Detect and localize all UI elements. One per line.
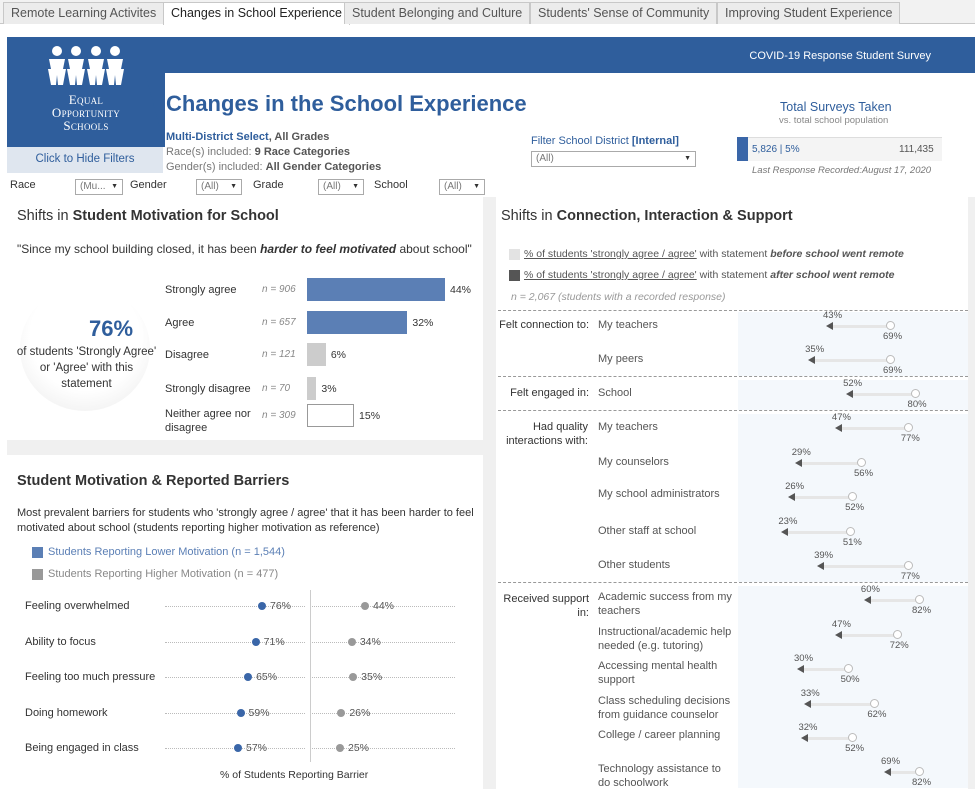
barrier-low-percent: 71% [263, 636, 285, 648]
logo-line-1: Equal [68, 92, 104, 107]
likert-count: n = 121 [262, 349, 296, 360]
connection-title: Shifts in Connection, Interaction & Support [501, 208, 793, 224]
barrier-gridline-low [165, 677, 305, 678]
barrier-low-dot[interactable] [252, 638, 260, 646]
chevron-down-icon: ▼ [111, 183, 118, 190]
tab-sense-of-community[interactable]: Students' Sense of Community [530, 2, 717, 24]
race-filter-label: Race [10, 179, 36, 191]
tab-improving-experience[interactable]: Improving Student Experience [717, 2, 900, 24]
barrier-gridline-high [312, 677, 455, 678]
race-included-value: 9 Race Categories [254, 146, 351, 158]
barrier-gridline-high [312, 713, 455, 714]
school-population-value: 111,435 [899, 144, 934, 155]
after-remote-marker[interactable] [808, 356, 815, 364]
after-remote-marker[interactable] [835, 424, 842, 432]
motivation-title: Shifts in Student Motivation for School [17, 208, 279, 224]
motivation-quote: "Since my school building closed, it has been harder to feel motivated about school" [17, 242, 472, 256]
after-remote-marker[interactable] [817, 562, 824, 570]
likert-count: n = 906 [262, 284, 296, 295]
before-remote-percent: 72% [889, 640, 909, 651]
legend-before-swatch [509, 249, 520, 260]
chevron-down-icon: ▼ [230, 183, 237, 190]
before-remote-percent: 52% [845, 743, 865, 754]
likert-label: Disagree [165, 349, 210, 361]
after-remote-percent: 26% [785, 481, 805, 492]
likert-percent: 6% [330, 349, 346, 361]
district-dropdown[interactable]: (All) ▼ [531, 151, 696, 167]
after-remote-marker[interactable] [846, 390, 853, 398]
connection-item-label: College / career planning [598, 729, 721, 741]
tab-remote-learning[interactable]: Remote Learning Activites [3, 2, 164, 24]
connection-item-label: My peers [598, 353, 644, 365]
chevron-down-icon: ▼ [684, 155, 691, 162]
barrier-label: Ability to focus [25, 636, 96, 648]
after-remote-marker[interactable] [795, 459, 802, 467]
group-separator [498, 310, 968, 311]
barrier-low-percent: 59% [248, 707, 270, 719]
barriers-axis-low [310, 590, 311, 762]
before-remote-percent: 69% [883, 331, 903, 342]
connection-range [853, 393, 915, 396]
barrier-label: Being engaged in class [25, 742, 139, 754]
before-remote-marker[interactable] [844, 664, 853, 673]
barrier-gridline-low [165, 713, 305, 714]
after-remote-marker[interactable] [781, 528, 788, 536]
barrier-high-percent: 35% [361, 671, 383, 683]
barrier-label: Doing homework [25, 707, 108, 719]
after-remote-percent: 32% [798, 722, 818, 733]
likert-count: n = 70 [262, 383, 291, 394]
surveys-taken-value: 5,826 | 5% [752, 144, 800, 155]
connection-range [788, 531, 850, 534]
after-remote-percent: 29% [791, 447, 811, 458]
likert-bar[interactable] [307, 278, 445, 301]
after-remote-marker[interactable] [884, 768, 891, 776]
barrier-high-percent: 44% [373, 600, 395, 612]
before-remote-marker[interactable] [846, 527, 855, 536]
before-remote-marker[interactable] [904, 561, 913, 570]
group-label: Felt engaged in: [510, 387, 589, 399]
connection-item-label: Class scheduling decisions from guidance counselor [598, 695, 731, 721]
after-remote-percent: 47% [831, 412, 851, 423]
hide-filters-button[interactable]: Click to Hide Filters [7, 147, 163, 173]
likert-count: n = 657 [262, 317, 296, 328]
connection-range [802, 462, 862, 465]
barrier-low-percent: 76% [270, 600, 292, 612]
race-filter-dropdown[interactable]: (Mu... ▼ [75, 179, 123, 195]
connection-item-label: Instructional/academic help needed (e.g. tutoring) [598, 626, 732, 652]
before-remote-percent: 50% [840, 674, 860, 685]
likert-label: Strongly agree [165, 284, 237, 296]
connection-range [795, 496, 853, 499]
after-remote-percent: 60% [860, 584, 880, 595]
group-label: Had quality interactions with: [506, 421, 588, 447]
before-remote-marker[interactable] [911, 389, 920, 398]
group-separator [498, 376, 968, 377]
likert-percent: 3% [321, 383, 337, 395]
group-plot-band [738, 312, 968, 376]
before-remote-percent: 82% [912, 777, 932, 788]
filter-summary [166, 130, 381, 175]
likert-label: Strongly disagree [165, 383, 251, 395]
after-remote-marker[interactable] [835, 631, 842, 639]
before-remote-percent: 77% [900, 433, 920, 444]
connection-item-label: My counselors [598, 456, 669, 468]
legend-low-motivation[interactable]: Students Reporting Lower Motivation (n = 1,544) [48, 546, 285, 558]
barriers-x-axis-label: % of Students Reporting Barrier [220, 769, 369, 781]
survey-name: COVID-19 Response Student Survey [749, 50, 931, 62]
before-remote-marker[interactable] [848, 733, 857, 742]
before-remote-marker[interactable] [857, 458, 866, 467]
connection-range [871, 599, 920, 602]
connection-range [842, 427, 909, 430]
tab-changes-school-experience[interactable]: Changes in School Experience [163, 2, 350, 25]
agree-percentage: 76% [89, 316, 134, 341]
barrier-low-percent: 65% [256, 671, 278, 683]
gender-included-value: All Gender Categories [265, 161, 382, 173]
before-remote-percent: 52% [845, 502, 865, 513]
barrier-high-dot[interactable] [336, 744, 344, 752]
likert-label: Neither agree nor disagree [165, 408, 251, 434]
group-separator [498, 410, 968, 411]
likert-percent: 32% [412, 317, 434, 329]
tab-student-belonging[interactable]: Student Belonging and Culture [344, 2, 530, 24]
barrier-high-percent: 26% [349, 707, 371, 719]
connection-range [824, 565, 909, 568]
likert-label: Agree [165, 317, 195, 329]
logo-line-2: Opportunity [51, 105, 121, 120]
barrier-high-percent: 34% [359, 636, 381, 648]
connection-item-label: My teachers [598, 319, 658, 331]
grade-filter-label: Grade [253, 179, 284, 191]
connection-item-label: Accessing mental health support [598, 660, 718, 686]
page-title: Changes in the School Experience [166, 91, 527, 116]
likert-percent: 15% [359, 410, 381, 422]
connection-item-label: Other staff at school [598, 525, 697, 537]
barrier-low-dot[interactable] [258, 602, 266, 610]
after-remote-percent: 47% [831, 619, 851, 630]
after-remote-percent: 35% [805, 344, 825, 355]
group-plot-band [738, 586, 968, 788]
barrier-label: Feeling too much pressure [25, 671, 156, 683]
connection-item-label: Other students [598, 559, 671, 571]
before-remote-marker[interactable] [915, 767, 924, 776]
legend-after-swatch [509, 270, 520, 281]
connection-item-label: School [598, 387, 632, 399]
after-remote-marker[interactable] [788, 493, 795, 501]
group-separator [498, 582, 968, 583]
district-filter-label: Filter School District [Internal] [531, 135, 679, 147]
connection-n-note: n = 2,067 (students with a recorded response) [511, 291, 726, 303]
agree-percentage-caption: of students 'Strongly Agree' or 'Agree' with this statement [16, 346, 157, 390]
total-surveys-bar-fill [737, 137, 748, 161]
barrier-low-dot[interactable] [234, 744, 242, 752]
barrier-high-dot[interactable] [348, 638, 356, 646]
likert-percent: 44% [450, 284, 472, 296]
people-logo-icon [43, 45, 129, 91]
race-included-label: Race(s) included: [166, 146, 255, 158]
after-remote-marker[interactable] [804, 700, 811, 708]
before-remote-marker[interactable] [848, 492, 857, 501]
barrier-low-dot[interactable] [237, 709, 245, 717]
legend-after-remote[interactable]: % of students 'strongly agree / agree' with statement after school went remote [524, 269, 895, 281]
connection-range [811, 703, 876, 706]
gender-included-label: Gender(s) included: [166, 161, 266, 173]
before-remote-marker[interactable] [915, 595, 924, 604]
gender-filter-label: Gender [130, 179, 167, 191]
eos-logo [7, 37, 165, 147]
barrier-gridline-high [312, 642, 455, 643]
legend-low-swatch [32, 547, 43, 558]
chevron-down-icon: ▼ [352, 183, 359, 190]
likert-bar[interactable] [307, 377, 316, 400]
logo-line-3: Schools [63, 118, 109, 133]
connection-range [833, 325, 891, 328]
before-remote-percent: 56% [854, 468, 874, 479]
grade-filter-dropdown[interactable]: (All) ▼ [318, 179, 364, 195]
legend-high-motivation[interactable]: Students Reporting Higher Motivation (n = 477) [48, 568, 279, 580]
logo-wedge [145, 73, 165, 147]
connection-range [804, 668, 849, 671]
after-remote-percent: 23% [778, 516, 798, 527]
last-response-date: Last Response Recorded:August 17, 2020 [752, 165, 932, 176]
before-remote-marker[interactable] [904, 423, 913, 432]
likert-count: n = 309 [262, 410, 296, 421]
before-remote-marker[interactable] [893, 630, 902, 639]
before-remote-marker[interactable] [886, 355, 895, 364]
barrier-label: Feeling overwhelmed [25, 600, 130, 612]
barrier-high-dot[interactable] [361, 602, 369, 610]
gender-filter-dropdown[interactable]: (All) ▼ [196, 179, 242, 195]
grades-label: , All Grades [268, 131, 330, 143]
before-remote-marker[interactable] [886, 321, 895, 330]
school-filter-label: School [374, 179, 408, 191]
connection-range [815, 359, 891, 362]
connection-range [808, 737, 853, 740]
before-remote-percent: 80% [907, 399, 927, 410]
connection-item-label: My school administrators [598, 488, 720, 500]
after-remote-marker[interactable] [864, 596, 871, 604]
likert-bar[interactable] [307, 343, 326, 366]
connection-item-label: My teachers [598, 421, 658, 433]
total-surveys-subtitle: vs. total school population [779, 115, 889, 126]
legend-before-remote[interactable]: % of students 'strongly agree / agree' with statement before school went remote [524, 248, 904, 260]
multi-district-label[interactable]: Multi-District Select [166, 131, 269, 143]
after-remote-percent: 69% [881, 756, 901, 767]
after-remote-percent: 43% [823, 310, 843, 321]
barrier-low-percent: 57% [246, 742, 268, 754]
before-remote-percent: 77% [900, 571, 920, 582]
connection-range [842, 634, 898, 637]
group-label: Felt connection to: [499, 319, 589, 331]
legend-high-swatch [32, 569, 43, 580]
before-remote-percent: 62% [867, 709, 887, 720]
group-label: Received support in: [503, 593, 589, 619]
barrier-gridline-high [312, 748, 455, 749]
chevron-down-icon: ▼ [473, 183, 480, 190]
connection-item-label: Technology assistance to do schoolwork [598, 763, 721, 789]
school-filter-dropdown[interactable]: (All) ▼ [439, 179, 485, 195]
likert-bar[interactable] [307, 311, 407, 334]
barriers-description: Most prevalent barriers for students who 'strongly agree / agree' that it has been harder to feel motivated about school (students reporting higher motivation as reference) [17, 507, 474, 534]
before-remote-percent: 51% [842, 537, 862, 548]
before-remote-percent: 69% [883, 365, 903, 376]
connection-item-label: Academic success from my teachers [598, 591, 732, 617]
before-remote-percent: 82% [912, 605, 932, 616]
after-remote-marker[interactable] [797, 665, 804, 673]
after-remote-percent: 52% [843, 378, 863, 389]
after-remote-percent: 33% [800, 688, 820, 699]
after-remote-percent: 39% [814, 550, 834, 561]
after-remote-percent: 30% [794, 653, 814, 664]
after-remote-marker[interactable] [826, 322, 833, 330]
after-remote-marker[interactable] [801, 734, 808, 742]
barrier-high-percent: 25% [348, 742, 370, 754]
barriers-title: Student Motivation & Reported Barriers [17, 473, 290, 489]
total-surveys-title: Total Surveys Taken [780, 100, 892, 114]
likert-bar[interactable] [307, 404, 354, 427]
